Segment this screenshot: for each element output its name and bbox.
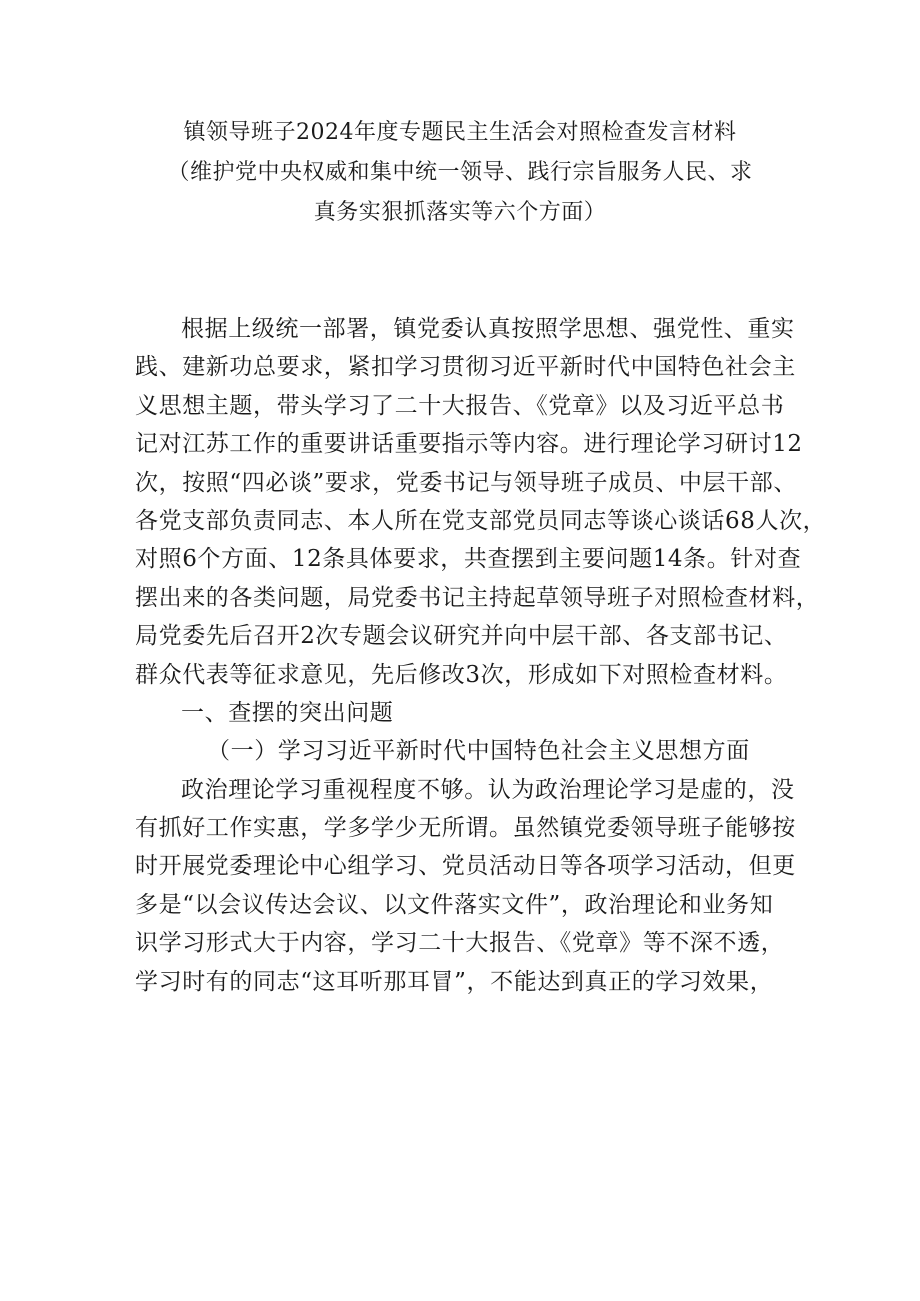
paragraph-line: 多是“以会议传达会议、以文件落实文件”，政治理论和业务知 [135, 891, 774, 918]
paragraph-line: 根据上级统一部署，镇党委认真按照学思想、强党性、重实 [181, 316, 795, 342]
paragraph-line: 摆出来的各类问题，局党委书记主持起草领导班子对照检查材料， [135, 584, 820, 611]
paragraph-line: 学习时有的同志“这耳听那耳冒”，不能达到真正的学习效果， [135, 968, 774, 995]
paragraph-line: 践、建新功总要求，紧扣学习贯彻习近平新时代中国特色社会主 [135, 354, 796, 381]
subsection-heading: （一）学习习近平新时代中国特色社会主义思想方面 [207, 738, 750, 765]
paragraph-line: 各党支部负责同志、本人所在党支部党员同志等谈心谈话68人次， [135, 507, 827, 534]
paragraph-line: 记对江苏工作的重要讲话重要指示等内容。进行理论学习研讨12 [135, 431, 803, 458]
paragraph-line: 群众代表等征求意见，先后修改3次，形成如下对照检查材料。 [135, 661, 788, 688]
paragraph-line: 时开展党委理论中心组学习、党员活动日等各项学习活动，但更 [135, 853, 796, 880]
paragraph-line: 有抓好工作实惠，学多学少无所谓。虽然镇党委领导班子能够按 [135, 815, 796, 842]
paragraph-line: 次，按照“四必谈”要求，党委书记与领导班子成员、中层干部、 [135, 469, 797, 496]
title-line-2: （维护党中央权威和集中统一领导、践行宗旨服务人民、求 [167, 160, 753, 185]
document-title [135, 113, 785, 233]
paragraph-line: 政治理论学习重视程度不够。认为政治理论学习是虚的，没 [181, 776, 795, 803]
section-heading: 一、查摆的突出问题 [181, 699, 394, 726]
paragraph-line: 义思想主题，带头学习了二十大报告、《党章》以及习近平总书 [135, 392, 785, 419]
document-body [135, 310, 827, 1001]
title-line-1: 镇领导班子2024年度专题民主生活会对照检查发言材料 [183, 120, 737, 145]
paragraph-line: 局党委先后召开2次专题会议研究并向中层干部、各支部书记、 [135, 623, 788, 650]
title-line-3: 真务实狠抓落实等六个方面） [313, 200, 607, 225]
paragraph-line: 识学习形式大于内容，学习二十大报告、《党章》等不深不透， [135, 930, 785, 957]
paragraph-line: 对照6个方面、12条具体要求，共查摆到主要问题14条。针对查 [135, 546, 802, 573]
